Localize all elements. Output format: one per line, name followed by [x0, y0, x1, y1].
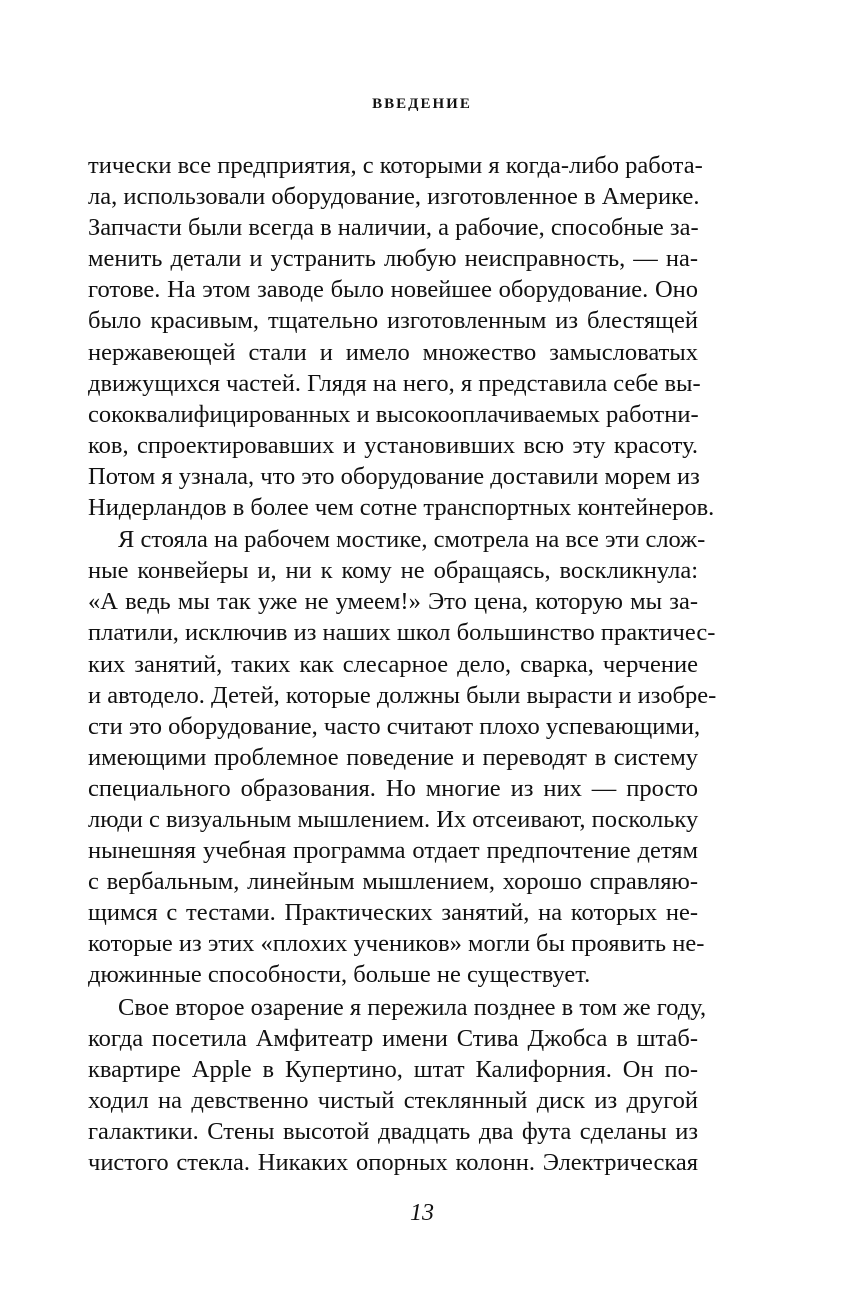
text-line: Я стояла на рабочем мостике, смотрела на все эти слож- [118, 526, 706, 554]
text-line: квартире Apple в Купертино, штат Калифорния. Он по- [88, 1055, 698, 1083]
text-line: Запчасти были всегда в наличии, а рабочие, способные за- [88, 214, 699, 242]
text-line: сти это оборудование, часто считают плохо успевающими, [88, 712, 701, 740]
text-line: движущихся частей. Глядя на него, я представила себе вы- [88, 369, 701, 397]
text-line: нынешняя учебная программа отдает предпочтение детям [88, 837, 698, 865]
text-line: готове. На этом заводе было новейшее оборудование. Оно [88, 276, 698, 304]
text-line: платили, исключив из наших школ большинство практичес- [88, 619, 716, 647]
text-line: Потом я узнала, что это оборудование доставили морем из [88, 462, 700, 490]
paragraph-2 [88, 524, 717, 990]
text-line: ходил на девственно чистый стеклянный диск из другой [88, 1086, 698, 1114]
text-line: и автодело. Детей, которые должны были вырасти и изобре- [88, 681, 717, 709]
text-line: имеющими проблемное поведение и переводят в систему [88, 743, 698, 771]
text-line: щимся с тестами. Практических занятий, на которых не- [88, 899, 698, 927]
text-line: галактики. Стены высотой двадцать два фута сделаны из [88, 1117, 698, 1145]
body-text [88, 150, 717, 1178]
text-line: ла, использовали оборудование, изготовленное в Америке. [88, 183, 700, 211]
running-head: ВВЕДЕНИЕ [372, 96, 472, 112]
text-line: когда посетила Амфитеатр имени Стива Джобса в штаб- [88, 1024, 698, 1052]
text-line: тически все предприятия, с которыми я когда-либо работа- [88, 152, 703, 179]
text-line: специального образования. Но многие из них — просто [88, 774, 698, 802]
text-line: Свое второе озарение я пережила позднее в том же году, [118, 993, 707, 1021]
text-line: было красивым, тщательно изготовленным из блестящей [88, 307, 698, 335]
text-line: нержавеющей стали и имело множество замысловатых [88, 338, 698, 366]
text-line: Нидерландов в более чем сотне транспортных контейнеров. [88, 494, 715, 522]
text-line: чистого стекла. Никаких опорных колонн. Электрическая [88, 1149, 698, 1176]
text-line: сококвалифицированных и высокооплачиваемых работни- [88, 400, 699, 428]
text-line: ные конвейеры и, ни к кому не обращаясь, воскликнула: [88, 557, 698, 585]
page-number: 13 [410, 1200, 434, 1226]
text-line: «А ведь мы так уже не умеем!» Это цена, которую мы за- [88, 588, 698, 616]
text-line: дюжинные способности, больше не существует. [88, 961, 591, 989]
text-line: менить детали и устранить любую неисправность, — на- [88, 245, 698, 273]
text-line: ков, спроектировавших и установивших всю эту красоту. [88, 431, 698, 459]
paragraph-1 [88, 150, 715, 523]
text-line: люди с визуальным мышлением. Их отсеивают, поскольку [88, 805, 699, 833]
text-line: которые из этих «плохих учеников» могли бы проявить не- [88, 930, 705, 958]
text-line: с вербальным, линейным мышлением, хорошо справляю- [88, 868, 698, 896]
paragraph-3 [88, 992, 707, 1179]
text-line: ких занятий, таких как слесарное дело, сварка, черчение [88, 650, 698, 678]
